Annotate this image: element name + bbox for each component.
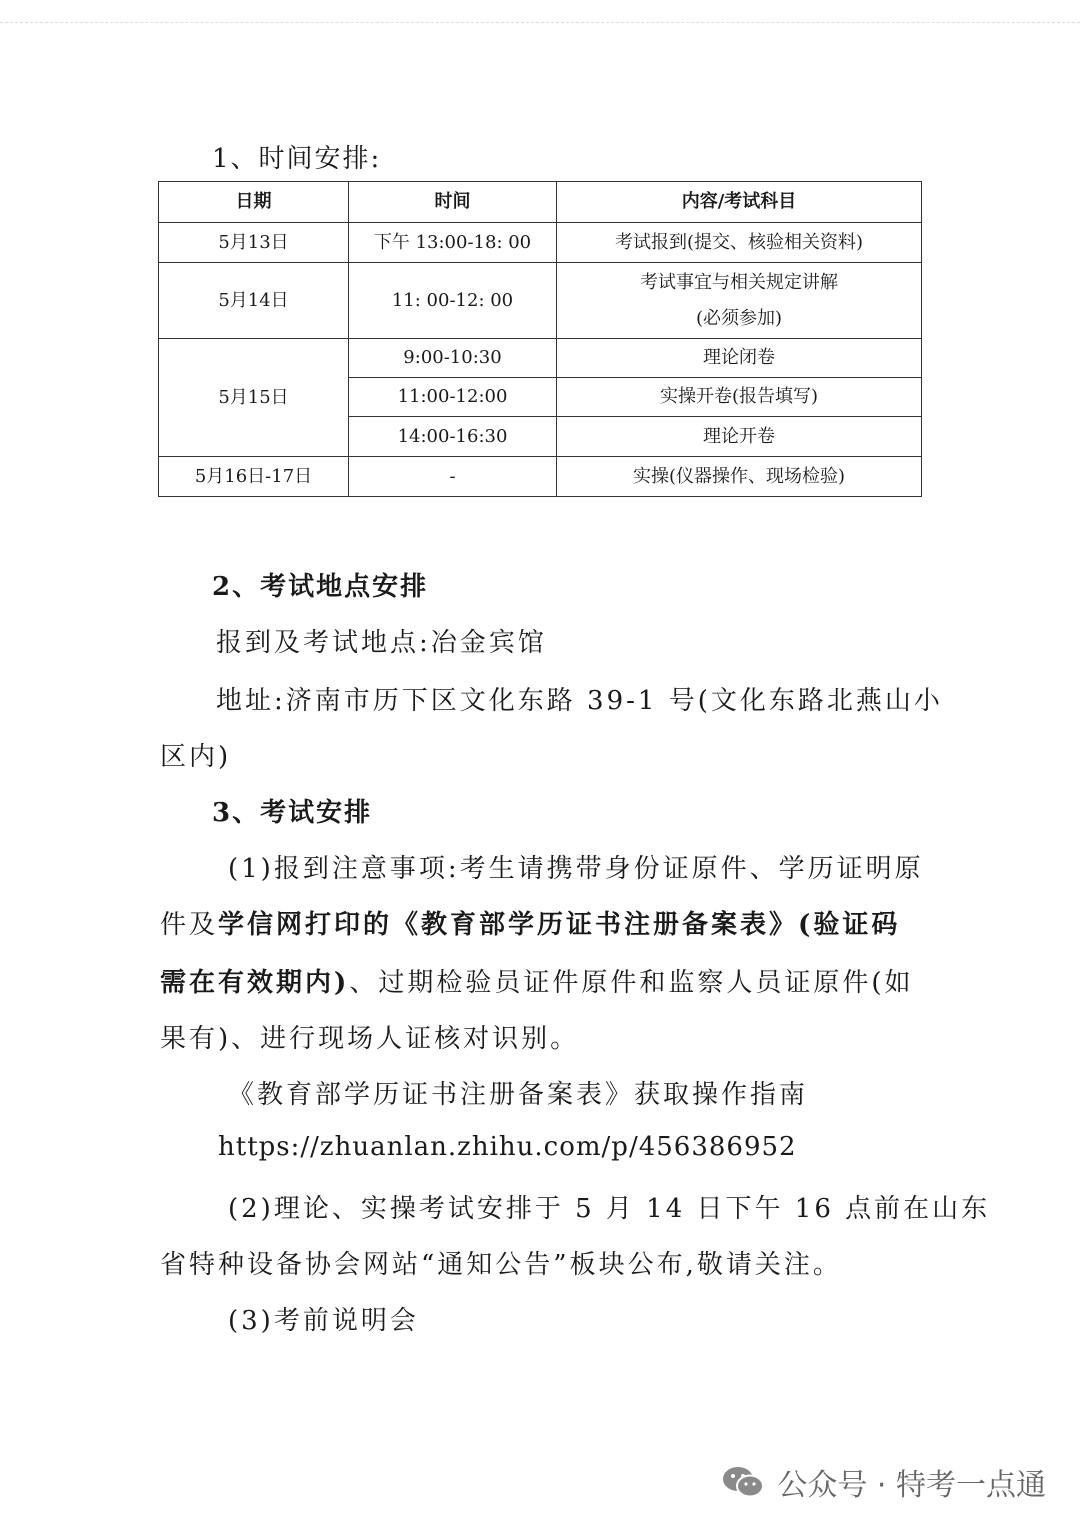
table-header-row [159,182,922,223]
venue-text: 报到及考试地点:冶金宾馆 [216,628,547,658]
cell-content: 考试报到(提交、核验相关资料) [557,223,922,263]
cell-time: 11: 00-12: 00 [349,263,557,339]
cell-time: 14:00-16:30 [349,417,557,457]
p2-line-1: (2)理论、实操考试安排于 5 月 14 日下午 16 点前在山东 [228,1194,991,1224]
p1-line-3 [160,962,913,999]
p1-line-1: (1)报到注意事项:考生请携带身份证原件、学历证明原 [228,854,924,884]
cell-time: 11:00-12:00 [349,378,557,417]
cell-time: 下午 13:00-18: 00 [349,223,557,263]
address-line-2: 区内) [160,742,232,772]
section-1-title: 1、时间安排: [212,144,382,174]
cell-content-line: 考试事宜与相关规定讲解 [640,271,838,293]
p1-line-4: 果有)、进行现场人证核对识别。 [160,1024,580,1054]
cell-content: 理论闭卷 [557,339,922,378]
table-row [159,263,922,339]
header-time: 时间 [349,182,557,223]
cell-date: 5月14日 [159,263,349,339]
p1-line-2-bold: 学信网打印的《教育部学历证书注册备案表》(验证码 [218,910,901,940]
p1-line-2-normal: 件及 [160,910,219,940]
cell-content: 实操开卷(报告填写) [557,378,922,417]
footer-text: 公众号 · 特考一点通 [777,1468,1046,1503]
p1-line-3-normal: 、过期检验员证件原件和监察人员证原件(如 [349,968,914,998]
cell-time: 9:00-10:30 [349,339,557,378]
p1-line-3-bold: 需在有效期内) [160,968,350,998]
cell-date: 5月16日-17日 [159,457,349,497]
p2-line-2: 省特种设备协会网站“通知公告”板块公布,敬请关注。 [160,1250,842,1280]
cell-content [557,263,922,339]
p3-line: (3)考前说明会 [228,1306,419,1336]
section-3-title: 3、考试安排 [212,798,373,828]
cell-date: 5月13日 [159,223,349,263]
top-divider [0,22,1080,23]
address-line-1: 地址:济南市历下区文化东路 39-1 号(文化东路北燕山小 [216,686,943,716]
p1-line-2 [160,904,900,941]
header-date: 日期 [159,182,349,223]
cell-time: - [349,457,557,497]
table-row [159,457,922,497]
wechat-icon [721,1465,765,1499]
header-content: 内容/考试科目 [557,182,922,223]
table-row [159,223,922,263]
cell-content-line: (必须参加) [695,307,783,329]
guide-title: 《教育部学历证书注册备案表》获取操作指南 [228,1080,809,1110]
schedule-table [158,181,922,497]
footer-watermark [721,1460,1046,1504]
cell-content: 实操(仪器操作、现场检验) [557,457,922,497]
guide-url[interactable]: https://zhuanlan.zhihu.com/p/456386952 [218,1132,797,1162]
cell-content: 理论开卷 [557,417,922,457]
cell-date: 5月15日 [159,339,349,457]
table-row [159,339,922,378]
section-2-title: 2、考试地点安排 [212,572,429,602]
